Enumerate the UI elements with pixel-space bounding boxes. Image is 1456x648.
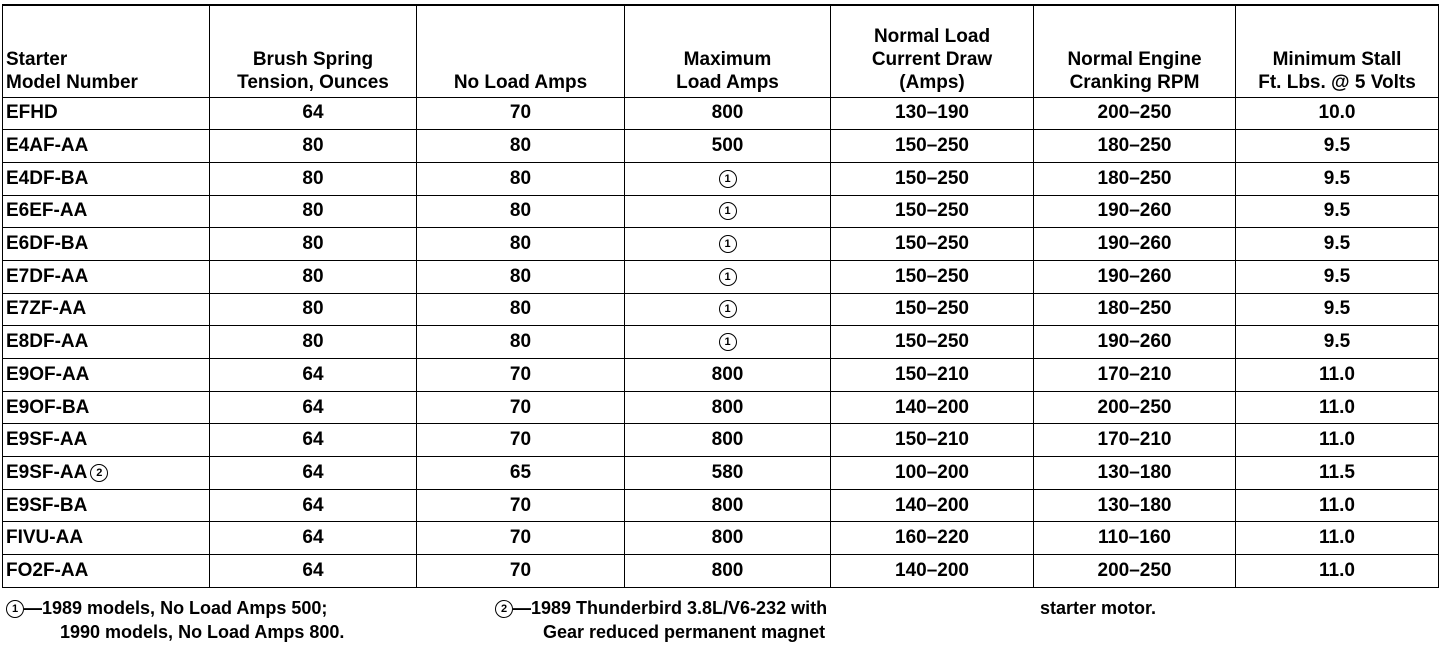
header-row	[3, 5, 1439, 97]
cell-brush-spring-tension	[210, 489, 417, 522]
cell-normal-load-current-draw-text: 140–200	[895, 396, 969, 418]
cell-model-number-text: E4DF-BA	[6, 167, 89, 189]
cell-no-load-amps	[417, 97, 625, 130]
cell-normal-engine-cranking-rpm-text: 190–260	[1097, 233, 1172, 255]
cell-minimum-stall	[1236, 457, 1439, 490]
cell-brush-spring-tension-text: 80	[302, 331, 324, 353]
cell-maximum-load-amps	[625, 228, 831, 261]
cell-model-number	[3, 457, 210, 490]
cell-minimum-stall	[1236, 162, 1439, 195]
cell-normal-engine-cranking-rpm	[1034, 522, 1236, 555]
cell-no-load-amps	[417, 228, 625, 261]
cell-normal-engine-cranking-rpm-text: 190–260	[1097, 265, 1172, 287]
cell-maximum-load-amps	[625, 162, 831, 195]
cell-normal-load-current-draw	[831, 489, 1034, 522]
cell-normal-load-current-draw-text: 150–250	[895, 167, 969, 189]
cell-normal-load-current-draw-text: 150–210	[895, 429, 969, 451]
cell-normal-engine-cranking-rpm-text: 200–250	[1097, 559, 1172, 581]
cell-no-load-amps	[417, 555, 625, 588]
cell-model-number-text: E4AF-AA	[6, 135, 89, 157]
cell-maximum-load-amps-text: 800	[711, 429, 744, 451]
cell-no-load-amps	[417, 260, 625, 293]
footnote-2	[495, 596, 827, 644]
cell-model-number-text: E9SF-AA	[6, 429, 88, 451]
cell-minimum-stall	[1236, 555, 1439, 588]
cell-no-load-amps	[417, 391, 625, 424]
cell-brush-spring-tension-text: 64	[302, 494, 324, 516]
cell-brush-spring-tension-text: 64	[302, 429, 324, 451]
cell-minimum-stall	[1236, 195, 1439, 228]
cell-normal-load-current-draw	[831, 424, 1034, 457]
cell-brush-spring-tension-text: 64	[302, 363, 324, 385]
cell-normal-engine-cranking-rpm	[1034, 489, 1236, 522]
cell-maximum-load-amps	[625, 359, 831, 392]
cell-minimum-stall	[1236, 228, 1439, 261]
cell-model-number-text: E9SF-AA	[6, 461, 88, 483]
cell-no-load-amps-text: 70	[509, 396, 532, 418]
cell-brush-spring-tension-text: 64	[302, 461, 324, 483]
cell-normal-load-current-draw-text: 100–200	[895, 461, 969, 483]
table-row	[3, 489, 1439, 522]
cell-model-number-text: E8DF-AA	[6, 331, 89, 353]
table-header	[3, 5, 1439, 97]
cell-normal-load-current-draw-text: 140–200	[895, 494, 969, 516]
cell-minimum-stall	[1236, 359, 1439, 392]
circled-one-marker: 1	[719, 170, 737, 188]
cell-minimum-stall-text: 11.0	[1319, 429, 1355, 451]
cell-brush-spring-tension	[210, 555, 417, 588]
cell-normal-load-current-draw-text: 140–200	[895, 559, 969, 581]
cell-model-number	[3, 391, 210, 424]
cell-maximum-load-amps	[625, 97, 831, 130]
table-row	[3, 260, 1439, 293]
cell-brush-spring-tension	[210, 260, 417, 293]
cell-minimum-stall-text: 11.0	[1319, 363, 1355, 385]
table-row	[3, 130, 1439, 163]
cell-minimum-stall-text: 9.5	[1323, 167, 1351, 189]
cell-normal-engine-cranking-rpm-text: 170–210	[1097, 363, 1172, 385]
cell-minimum-stall-text: 9.5	[1323, 265, 1351, 287]
header-normal-engine-cranking-rpm: Normal Engine Cranking RPM	[1034, 5, 1236, 97]
cell-normal-engine-cranking-rpm-text: 180–250	[1097, 167, 1172, 189]
cell-brush-spring-tension	[210, 326, 417, 359]
cell-minimum-stall	[1236, 391, 1439, 424]
cell-model-number	[3, 522, 210, 555]
cell-brush-spring-tension-text: 64	[302, 396, 324, 418]
header-starter-model-number: Starter Model Number	[3, 5, 210, 97]
cell-normal-engine-cranking-rpm-text: 180–250	[1097, 135, 1172, 157]
cell-normal-load-current-draw-text: 150–250	[895, 331, 969, 353]
cell-minimum-stall-text: 9.5	[1323, 233, 1351, 255]
table-row	[3, 457, 1439, 490]
cell-minimum-stall-text: 11.5	[1319, 461, 1355, 483]
cell-brush-spring-tension	[210, 228, 417, 261]
cell-minimum-stall	[1236, 260, 1439, 293]
table-row	[3, 326, 1439, 359]
cell-no-load-amps-text: 80	[509, 298, 532, 320]
cell-minimum-stall-text: 9.5	[1323, 135, 1351, 157]
cell-maximum-load-amps-text: 800	[711, 559, 744, 581]
cell-normal-load-current-draw	[831, 162, 1034, 195]
cell-brush-spring-tension-text: 80	[302, 167, 324, 189]
cell-maximum-load-amps-text: 800	[711, 494, 744, 516]
cell-model-number	[3, 162, 210, 195]
cell-model-number	[3, 130, 210, 163]
cell-normal-load-current-draw	[831, 260, 1034, 293]
footnote-1-line-2: 1990 models, No Load Amps 800.	[60, 622, 345, 642]
cell-normal-load-current-draw-text: 150–250	[895, 233, 969, 255]
cell-brush-spring-tension	[210, 195, 417, 228]
cell-normal-load-current-draw	[831, 130, 1034, 163]
cell-no-load-amps	[417, 293, 625, 326]
cell-no-load-amps-text: 70	[509, 102, 532, 124]
footnote-2-continued	[1040, 596, 1156, 620]
cell-brush-spring-tension	[210, 130, 417, 163]
cell-minimum-stall-text: 9.5	[1323, 200, 1351, 222]
cell-brush-spring-tension	[210, 457, 417, 490]
cell-brush-spring-tension	[210, 424, 417, 457]
cell-model-number-text: E7DF-AA	[6, 265, 89, 287]
cell-normal-engine-cranking-rpm	[1034, 424, 1236, 457]
cell-maximum-load-amps-text: 800	[711, 363, 744, 385]
cell-normal-engine-cranking-rpm-text: 200–250	[1097, 396, 1172, 418]
cell-minimum-stall-text: 10.0	[1318, 102, 1356, 124]
cell-normal-engine-cranking-rpm	[1034, 97, 1236, 130]
cell-maximum-load-amps	[625, 260, 831, 293]
cell-no-load-amps-text: 70	[509, 527, 532, 549]
cell-normal-load-current-draw	[831, 555, 1034, 588]
cell-brush-spring-tension-text: 80	[302, 265, 324, 287]
cell-model-number-text: FIVU-AA	[6, 527, 84, 549]
cell-model-number	[3, 260, 210, 293]
cell-brush-spring-tension	[210, 293, 417, 326]
cell-no-load-amps-text: 80	[509, 200, 532, 222]
cell-maximum-load-amps	[625, 489, 831, 522]
cell-normal-engine-cranking-rpm-text: 180–250	[1097, 298, 1172, 320]
cell-no-load-amps-text: 65	[509, 461, 532, 483]
cell-no-load-amps	[417, 359, 625, 392]
cell-model-number	[3, 359, 210, 392]
cell-no-load-amps-text: 70	[509, 429, 532, 451]
cell-normal-engine-cranking-rpm-text: 110–160	[1098, 527, 1171, 549]
cell-model-number	[3, 228, 210, 261]
header-minimum-stall: Minimum Stall Ft. Lbs. @ 5 Volts	[1236, 5, 1439, 97]
cell-normal-engine-cranking-rpm	[1034, 195, 1236, 228]
cell-normal-engine-cranking-rpm	[1034, 391, 1236, 424]
table-row	[3, 391, 1439, 424]
cell-no-load-amps	[417, 457, 625, 490]
circled-one-marker: 1	[719, 300, 737, 318]
cell-maximum-load-amps	[625, 424, 831, 457]
cell-no-load-amps	[417, 326, 625, 359]
cell-minimum-stall	[1236, 326, 1439, 359]
cell-model-number-text: E9OF-BA	[6, 396, 90, 418]
cell-normal-load-current-draw	[831, 293, 1034, 326]
table-row	[3, 522, 1439, 555]
cell-minimum-stall	[1236, 522, 1439, 555]
cell-maximum-load-amps	[625, 457, 831, 490]
cell-maximum-load-amps	[625, 326, 831, 359]
cell-model-number-text: E6EF-AA	[6, 200, 88, 222]
cell-brush-spring-tension-text: 80	[302, 233, 324, 255]
cell-no-load-amps-text: 80	[509, 265, 532, 287]
cell-minimum-stall	[1236, 424, 1439, 457]
header-maximum-load-amps: Maximum Load Amps	[625, 5, 831, 97]
circled-two-marker: 2	[495, 600, 513, 618]
circled-two-marker: 2	[90, 464, 108, 482]
cell-model-number	[3, 489, 210, 522]
cell-normal-engine-cranking-rpm-text: 200–250	[1097, 102, 1172, 124]
cell-normal-load-current-draw-text: 150–250	[895, 298, 969, 320]
circled-one-marker: 1	[719, 268, 737, 286]
cell-no-load-amps	[417, 522, 625, 555]
table-row	[3, 359, 1439, 392]
cell-brush-spring-tension-text: 80	[302, 298, 324, 320]
cell-model-number	[3, 326, 210, 359]
cell-brush-spring-tension	[210, 522, 417, 555]
cell-no-load-amps	[417, 424, 625, 457]
circled-one-marker: 1	[719, 202, 737, 220]
cell-no-load-amps-text: 80	[509, 167, 532, 189]
cell-normal-engine-cranking-rpm	[1034, 359, 1236, 392]
cell-no-load-amps-text: 80	[509, 331, 532, 353]
cell-model-number	[3, 424, 210, 457]
cell-model-number-text: E9OF-AA	[6, 363, 90, 385]
cell-maximum-load-amps	[625, 555, 831, 588]
cell-maximum-load-amps	[625, 195, 831, 228]
cell-brush-spring-tension-text: 64	[302, 559, 324, 581]
cell-maximum-load-amps-text: 800	[711, 396, 744, 418]
cell-no-load-amps-text: 70	[509, 559, 532, 581]
cell-normal-engine-cranking-rpm-text: 170–210	[1097, 429, 1172, 451]
cell-no-load-amps-text: 70	[509, 494, 532, 516]
cell-brush-spring-tension-text: 64	[302, 102, 324, 124]
cell-normal-load-current-draw	[831, 522, 1034, 555]
cell-model-number	[3, 195, 210, 228]
table-row	[3, 162, 1439, 195]
footnote-2-line-1: —1989 Thunderbird 3.8L/V6-232 with	[513, 598, 828, 618]
table-body	[3, 97, 1439, 587]
cell-brush-spring-tension	[210, 391, 417, 424]
cell-normal-engine-cranking-rpm-text: 190–260	[1097, 331, 1172, 353]
cell-normal-load-current-draw	[831, 326, 1034, 359]
cell-model-number	[3, 97, 210, 130]
cell-minimum-stall	[1236, 489, 1439, 522]
header-normal-load-current-draw: Normal Load Current Draw (Amps)	[831, 5, 1034, 97]
cell-normal-engine-cranking-rpm	[1034, 326, 1236, 359]
footnote-1-line-1: —1989 models, No Load Amps 500;	[24, 598, 328, 618]
cell-maximum-load-amps-text: 800	[711, 102, 744, 124]
cell-maximum-load-amps-text: 800	[711, 527, 744, 549]
cell-minimum-stall	[1236, 130, 1439, 163]
cell-no-load-amps	[417, 195, 625, 228]
cell-normal-engine-cranking-rpm-text: 130–180	[1097, 494, 1172, 516]
cell-no-load-amps-text: 80	[509, 135, 532, 157]
cell-normal-engine-cranking-rpm	[1034, 555, 1236, 588]
footnote-2-line-3: starter motor.	[1040, 598, 1157, 618]
cell-brush-spring-tension-text: 80	[302, 200, 324, 222]
cell-minimum-stall-text: 11.0	[1319, 527, 1355, 549]
cell-normal-load-current-draw-text: 150–210	[895, 363, 969, 385]
cell-normal-load-current-draw-text: 150–250	[895, 135, 969, 157]
cell-model-number-text: EFHD	[6, 102, 58, 124]
cell-brush-spring-tension	[210, 359, 417, 392]
cell-no-load-amps	[417, 489, 625, 522]
cell-normal-engine-cranking-rpm	[1034, 457, 1236, 490]
cell-minimum-stall-text: 11.0	[1319, 494, 1355, 516]
cell-model-number	[3, 555, 210, 588]
cell-maximum-load-amps	[625, 522, 831, 555]
cell-brush-spring-tension	[210, 162, 417, 195]
cell-model-number-text: FO2F-AA	[6, 559, 89, 581]
cell-minimum-stall-text: 9.5	[1323, 331, 1351, 353]
cell-no-load-amps-text: 80	[509, 233, 532, 255]
cell-maximum-load-amps	[625, 130, 831, 163]
header-brush-spring-tension: Brush Spring Tension, Ounces	[210, 5, 417, 97]
cell-normal-load-current-draw	[831, 195, 1034, 228]
header-no-load-amps: No Load Amps	[417, 5, 625, 97]
starter-specifications-table	[2, 4, 1439, 588]
cell-normal-engine-cranking-rpm	[1034, 293, 1236, 326]
cell-normal-load-current-draw	[831, 97, 1034, 130]
cell-minimum-stall-text: 11.0	[1319, 396, 1355, 418]
footnote-1	[6, 596, 344, 644]
table-row	[3, 555, 1439, 588]
cell-model-number	[3, 293, 210, 326]
cell-model-number-text: E6DF-BA	[6, 233, 89, 255]
cell-minimum-stall	[1236, 97, 1439, 130]
cell-normal-load-current-draw	[831, 359, 1034, 392]
table-row	[3, 424, 1439, 457]
cell-no-load-amps-text: 70	[509, 363, 532, 385]
cell-normal-engine-cranking-rpm	[1034, 130, 1236, 163]
cell-brush-spring-tension-text: 80	[302, 135, 324, 157]
cell-normal-load-current-draw-text: 160–220	[895, 527, 969, 549]
cell-normal-load-current-draw	[831, 391, 1034, 424]
cell-normal-engine-cranking-rpm-text: 190–260	[1097, 200, 1172, 222]
cell-normal-load-current-draw-text: 150–250	[895, 265, 969, 287]
cell-normal-load-current-draw-text: 130–190	[895, 102, 969, 124]
table-row	[3, 97, 1439, 130]
cell-brush-spring-tension-text: 64	[302, 527, 324, 549]
cell-model-number-text: E7ZF-AA	[6, 298, 87, 320]
circled-one-marker: 1	[719, 235, 737, 253]
cell-maximum-load-amps-text: 580	[711, 461, 744, 483]
cell-normal-engine-cranking-rpm	[1034, 162, 1236, 195]
circled-one-marker: 1	[719, 333, 737, 351]
cell-minimum-stall-text: 9.5	[1323, 298, 1351, 320]
cell-model-number-text: E9SF-BA	[6, 494, 88, 516]
cell-normal-load-current-draw	[831, 228, 1034, 261]
cell-brush-spring-tension	[210, 97, 417, 130]
cell-normal-load-current-draw	[831, 457, 1034, 490]
footnote-2-line-2: Gear reduced permanent magnet	[543, 622, 826, 642]
table-row	[3, 293, 1439, 326]
table-row	[3, 228, 1439, 261]
circled-one-marker: 1	[6, 600, 24, 618]
cell-maximum-load-amps	[625, 391, 831, 424]
cell-minimum-stall-text: 11.0	[1319, 559, 1355, 581]
cell-normal-engine-cranking-rpm	[1034, 260, 1236, 293]
cell-no-load-amps	[417, 130, 625, 163]
cell-maximum-load-amps-text: 500	[711, 135, 744, 157]
cell-maximum-load-amps	[625, 293, 831, 326]
cell-minimum-stall	[1236, 293, 1439, 326]
cell-normal-load-current-draw-text: 150–250	[895, 200, 969, 222]
table-row	[3, 195, 1439, 228]
cell-normal-engine-cranking-rpm-text: 130–180	[1097, 461, 1172, 483]
cell-normal-engine-cranking-rpm	[1034, 228, 1236, 261]
cell-no-load-amps	[417, 162, 625, 195]
